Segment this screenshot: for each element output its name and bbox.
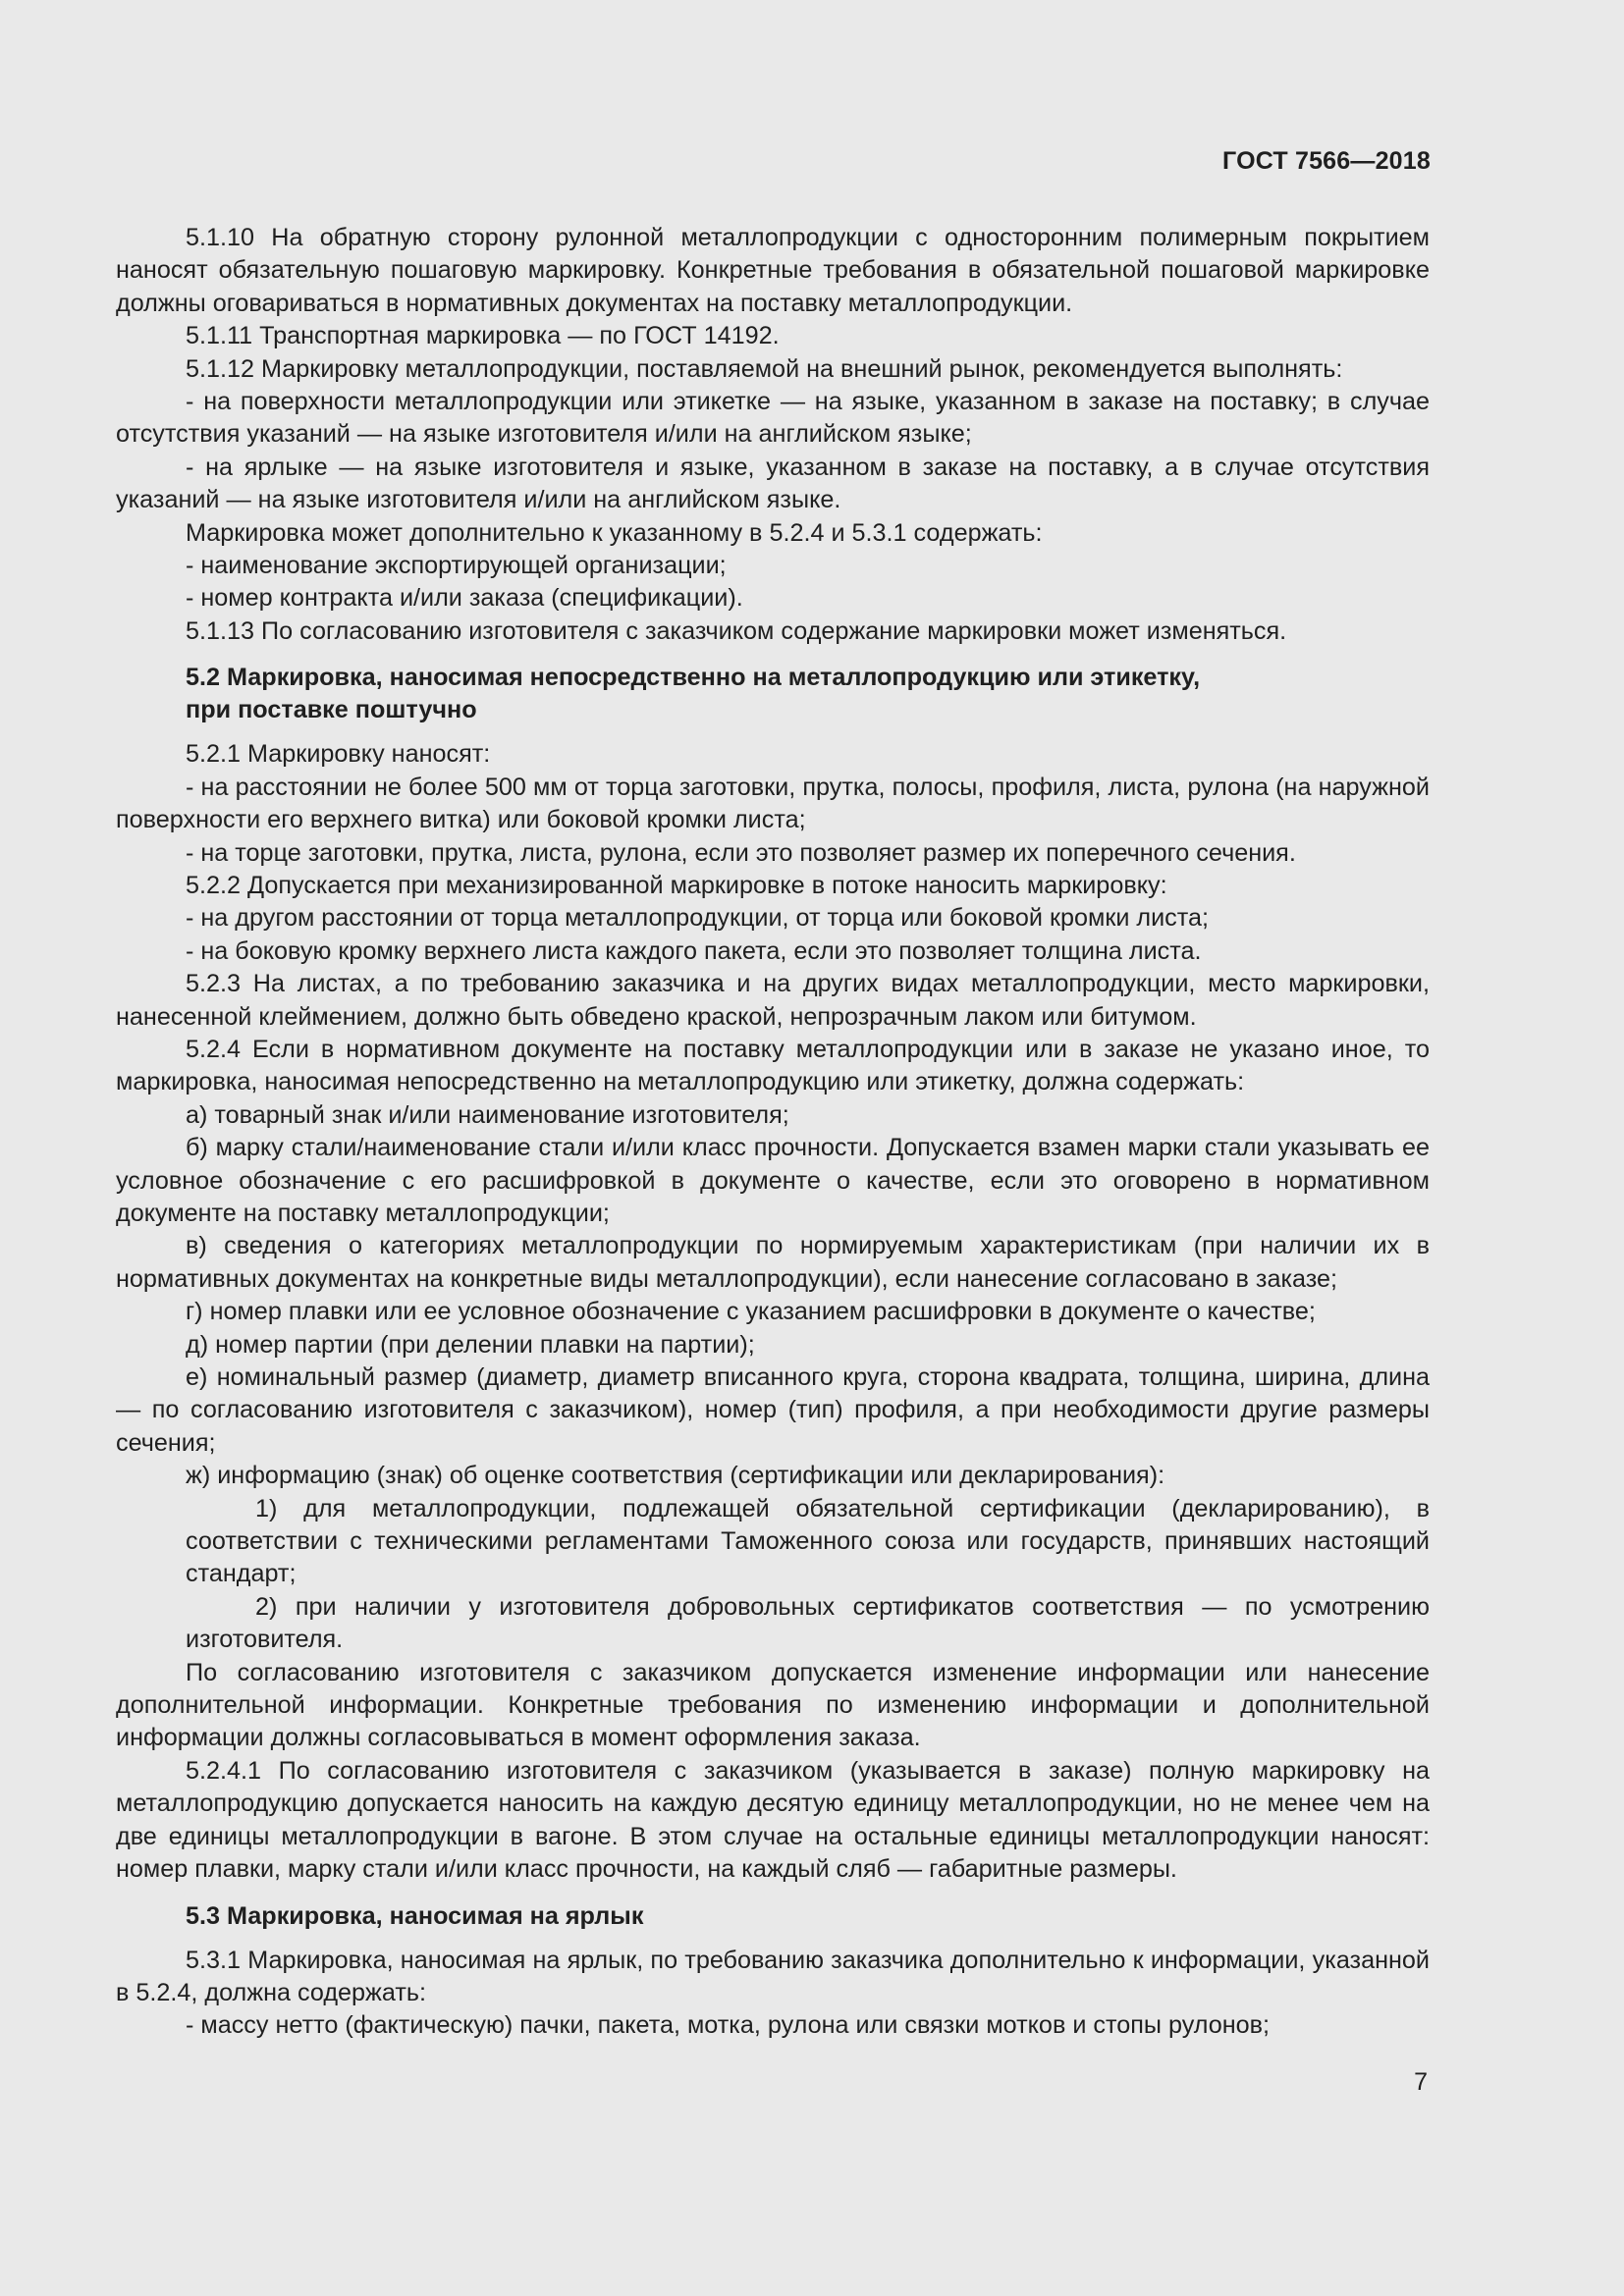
paragraph: - на расстоянии не более 500 мм от торца заготовки, прутка, полосы, профиля, листа, рулона (на наружной поверхности его верхнего витка) или боковой кромки листа; — [116, 773, 1430, 834]
heading-line: 5.2 Маркировка, наносимая непосредственно на металлопродукцию или этикетку, — [186, 664, 1201, 692]
paragraph: 5.2.3 На листах, а по требованию заказчика и на других видах металлопродукции, место маркировки, нанесенной клеймением, должно быть обведено краской, непрозрачным лаком или битумом. — [116, 970, 1430, 1031]
list-item: ж) информацию (знак) об оценке соответствия (сертификации или декларирования): — [186, 1462, 1165, 1490]
paragraph: - на торце заготовки, прутка, листа, рулона, если это позволяет размер их поперечного сечения. — [186, 838, 1296, 867]
paragraph: - на поверхности металлопродукции или этикетке — на языке, указанном в заказе на поставку; в случае отсутствия указаний — на языке изготовителя и/или на английском языке; — [116, 388, 1430, 449]
paragraph: - наименование экспортирующей организации; — [186, 552, 727, 580]
list-item: г) номер плавки или ее условное обозначение с указанием расшифровки в документе о качестве; — [186, 1298, 1316, 1326]
paragraph: 5.2.2 Допускается при механизированной маркировке в потоке наносить маркировку: — [186, 871, 1167, 899]
paragraph: 5.1.12 Маркировку металлопродукции, поставляемой на внешний рынок, рекомендуется выполнять: — [186, 354, 1343, 383]
paragraph: Маркировка может дополнительно к указанному в 5.2.4 и 5.3.1 содержать: — [186, 518, 1043, 547]
list-item: 1) для металлопродукции, подлежащей обязательной сертификации (декларированию), в соответствии с техническими регламентами Таможенного союза или государств, принявших настоящий стандарт; — [186, 1494, 1430, 1588]
nested-list — [116, 1493, 1430, 1657]
list-item: е) номинальный размер (диаметр, диаметр вписанного круга, сторона квадрата, толщина, ширина, длина — по согласованию изготовителя с заказчиком), номер (тип) профиля, а при необходимости другие размеры сечения; — [116, 1363, 1430, 1457]
heading-line: при поставке поштучно — [186, 696, 477, 724]
paragraph: - на другом расстоянии от торца металлопродукции, от торца или боковой кромки листа; — [186, 904, 1210, 933]
paragraph: 5.2.1 Маркировку наносят: — [186, 740, 491, 769]
paragraph: - на боковую кромку верхнего листа каждого пакета, если это позволяет толщина листа. — [186, 936, 1202, 965]
list-item: б) марку стали/наименование стали и/или класс прочности. Допускается взамен марки стали указывать ее условное обозначение с его расшифровкой в документе о качестве, если это оговорено в нормативном документе на поставку металлопродукции; — [116, 1134, 1430, 1227]
section-heading-5-3: 5.3 Маркировка, наносимая на ярлык — [186, 1901, 644, 1930]
document-body — [116, 222, 1430, 2043]
paragraph: По согласованию изготовителя с заказчиком допускается изменение информации или нанесение дополнительной информации. Конкретные требования по изменению информации и дополнительной информации должны согласовываться в момент оформления заказа. — [116, 1658, 1430, 1752]
section-heading-5-2 — [186, 662, 1430, 726]
page-number: 7 — [1414, 2068, 1428, 2096]
document-header: ГОСТ 7566—2018 — [1222, 147, 1431, 175]
paragraph: 5.1.13 По согласованию изготовителя с заказчиком содержание маркировки может изменяться. — [186, 616, 1287, 645]
paragraph: 5.3.1 Маркировка, наносимая на ярлык, по требованию заказчика дополнительно к информации, указанной в 5.2.4, должна содержать: — [116, 1946, 1430, 2006]
list-item: 2) при наличии у изготовителя добровольных сертификатов соответствия — по усмотрению изготовителя. — [186, 1592, 1430, 1654]
paragraph: 5.2.4 Если в нормативном документе на поставку металлопродукции или в заказе не указано иное, то маркировка, наносимая непосредственно на металлопродукцию или этикетку, должна содержать: — [116, 1035, 1430, 1096]
paragraph: 5.1.10 На обратную сторону рулонной металлопродукции с односторонним полимерным покрытием наносят обязательную пошаговую маркировку. Конкретные требования в обязательной пошаговой маркировке должны оговариваться в нормативных документах на поставку металлопродукции. — [116, 224, 1430, 317]
paragraph: - на ярлыке — на языке изготовителя и языке, указанном в заказе на поставку, а в случае отсутствия указаний — на языке изготовителя и/или на английском языке. — [116, 453, 1430, 514]
paragraph: 5.1.11 Транспортная маркировка — по ГОСТ 14192. — [186, 322, 780, 350]
list-item: - массу нетто (фактическую) пачки, пакета, мотка, рулона или связки мотков и стопы рулонов; — [186, 2011, 1271, 2040]
paragraph: 5.2.4.1 По согласованию изготовителя с заказчиком (указывается в заказе) полную маркировку на металлопродукцию допускается наносить на каждую десятую единицу металлопродукции, но не менее чем на две единицы металлопродукции в вагоне. В этом случае на остальные единицы металлопродукции наносят: номер плавки, марку стали и/или класс прочности, на каждый сляб — габаритные размеры. — [116, 1756, 1430, 1884]
list-item: в) сведения о категориях металлопродукции по нормируемым характеристикам (при наличии их в нормативных документах на конкретные виды металлопродукции), если нанесение согласовано в заказе; — [116, 1232, 1430, 1293]
list-item: а) товарный знак и/или наименование изготовителя; — [186, 1100, 789, 1129]
paragraph: - номер контракта и/или заказа (спецификации). — [186, 584, 743, 613]
list-item: д) номер партии (при делении плавки на партии); — [186, 1330, 755, 1359]
